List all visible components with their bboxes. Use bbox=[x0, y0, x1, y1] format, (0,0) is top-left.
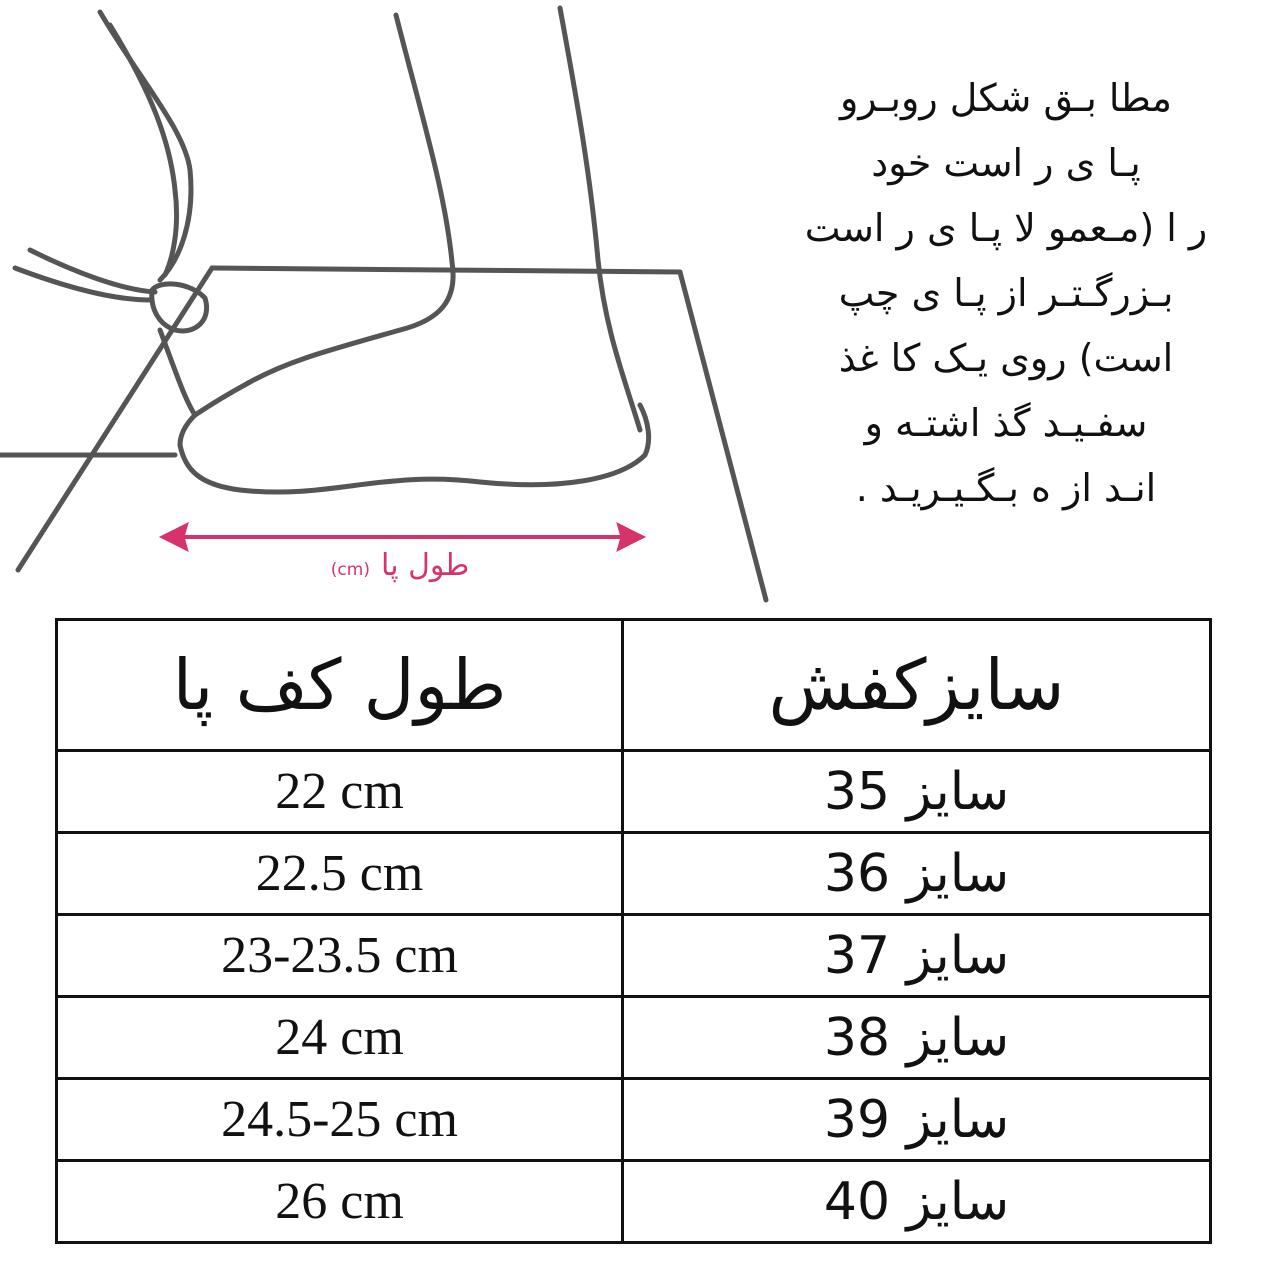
paper-sheet-left-edge bbox=[18, 268, 212, 570]
foot-sole bbox=[180, 405, 649, 492]
heel-line bbox=[180, 415, 195, 445]
foot-length-cell: 26 cm bbox=[57, 1161, 623, 1243]
shoelace-end-2 bbox=[30, 250, 155, 292]
leg-back-line bbox=[560, 8, 640, 430]
measurement-arrow bbox=[160, 523, 645, 551]
shoe-size-cell: سایز 40 bbox=[623, 1161, 1211, 1243]
shoe-size-cell: سایز 38 bbox=[623, 997, 1211, 1079]
table-row bbox=[57, 915, 1211, 997]
table-row bbox=[57, 833, 1211, 915]
table-row bbox=[57, 997, 1211, 1079]
shoe-size-cell: سایز 39 bbox=[623, 1079, 1211, 1161]
instruction-line: انـد از ه بـگـیـریـد . bbox=[855, 466, 1157, 510]
header-shoe-size: سایزکفش bbox=[623, 620, 1211, 751]
foot-length-cell: 24 cm bbox=[57, 997, 623, 1079]
shoelace-loop-inner bbox=[110, 25, 177, 275]
cuff bbox=[152, 284, 207, 331]
instruction-line: مطا بـق شکل روبـرو bbox=[839, 76, 1173, 120]
foot-length-label bbox=[300, 548, 500, 592]
foot-length-text: طول پا bbox=[381, 548, 470, 583]
shoe-size-cell: سایز 35 bbox=[623, 751, 1211, 833]
foot-length-cell: 23-23.5 cm bbox=[57, 915, 623, 997]
foot-length-cell: 22.5 cm bbox=[57, 833, 623, 915]
shoe-size-cell: سایز 36 bbox=[623, 833, 1211, 915]
foot-length-cell: 24.5-25 cm bbox=[57, 1079, 623, 1161]
foot-measurement-illustration bbox=[0, 0, 780, 610]
foot-length-unit: (cm) bbox=[330, 560, 370, 580]
header-foot-length: طول کف پا bbox=[57, 620, 623, 751]
instruction-line: است) روی یـک کا غذ bbox=[838, 336, 1174, 380]
foot-length-cell: 22 cm bbox=[57, 751, 623, 833]
instruction-line: سفـیـد گذ اشتـه و bbox=[864, 401, 1148, 445]
instruction-line: بـزرگـتـر از پـا ی چپ bbox=[838, 271, 1174, 315]
table-row bbox=[57, 1079, 1211, 1161]
shoe-size-cell: سایز 37 bbox=[623, 915, 1211, 997]
table-row bbox=[57, 1161, 1211, 1243]
leg-front-line bbox=[195, 15, 453, 415]
instruction-line: ر ا (مـعمو لا پـا ی ر است bbox=[804, 206, 1208, 250]
table-row bbox=[57, 751, 1211, 833]
foot-on-paper-drawing bbox=[0, 0, 780, 610]
shoe-size-table bbox=[55, 618, 1212, 1244]
ankle-strap bbox=[160, 330, 195, 415]
table-header-row bbox=[57, 620, 1211, 751]
measurement-instructions bbox=[762, 66, 1250, 556]
instruction-line: پـا ی ر است خود bbox=[871, 141, 1141, 185]
